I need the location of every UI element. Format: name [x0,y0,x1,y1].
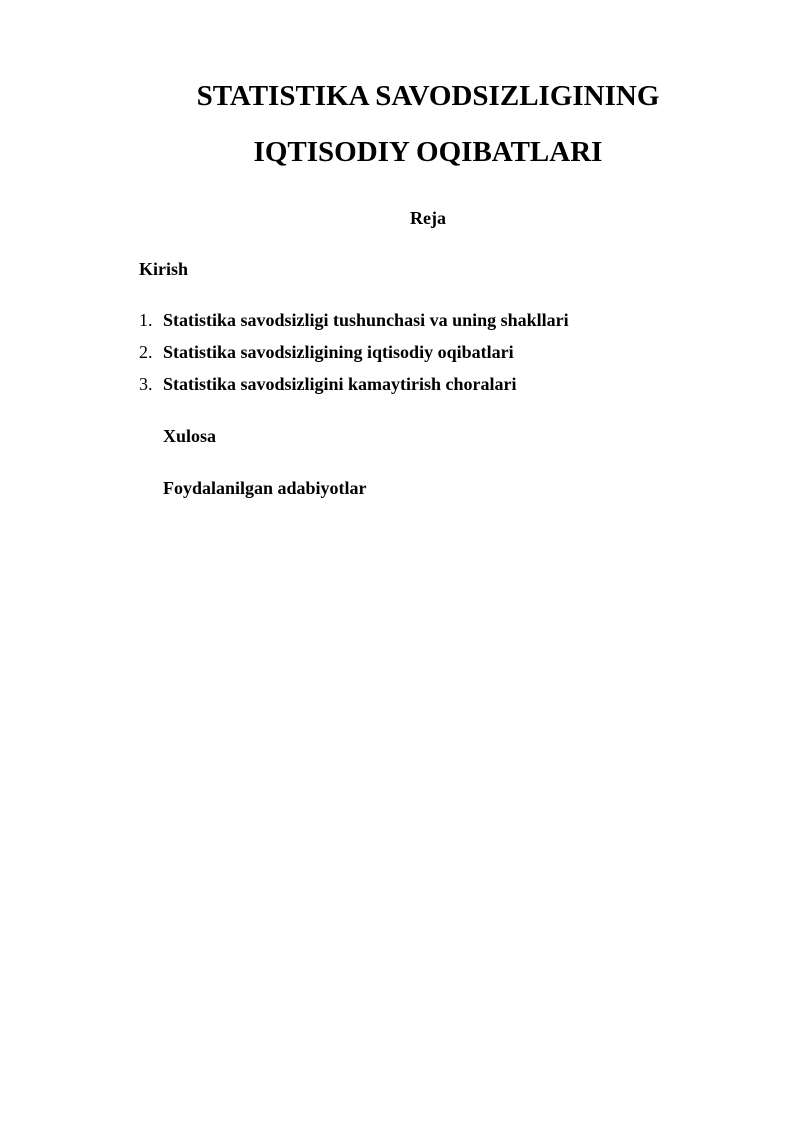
list-item-text: Statistika savodsizligining iqtisodiy oqibatlari [163,342,514,362]
list-item-number: 2. [139,342,153,362]
document-title-line1: STATISTIKA SAVODSIZLIGINING [196,80,660,112]
list-item-text: Statistika savodsizligini kamaytirish choralari [163,374,517,394]
intro-heading: Kirish [139,259,189,279]
plan-heading: Reja [410,208,446,228]
conclusion-heading: Xulosa [163,426,217,446]
references-heading: Foydalanilgan adabiyotlar [163,478,367,498]
list-item-number: 3. [139,374,153,394]
document-title-line2: IQTISODIY OQIBATLARI [253,136,603,168]
list-item-text: Statistika savodsizligi tushunchasi va uning shakllari [163,310,569,330]
list-item-number: 1. [139,310,153,330]
